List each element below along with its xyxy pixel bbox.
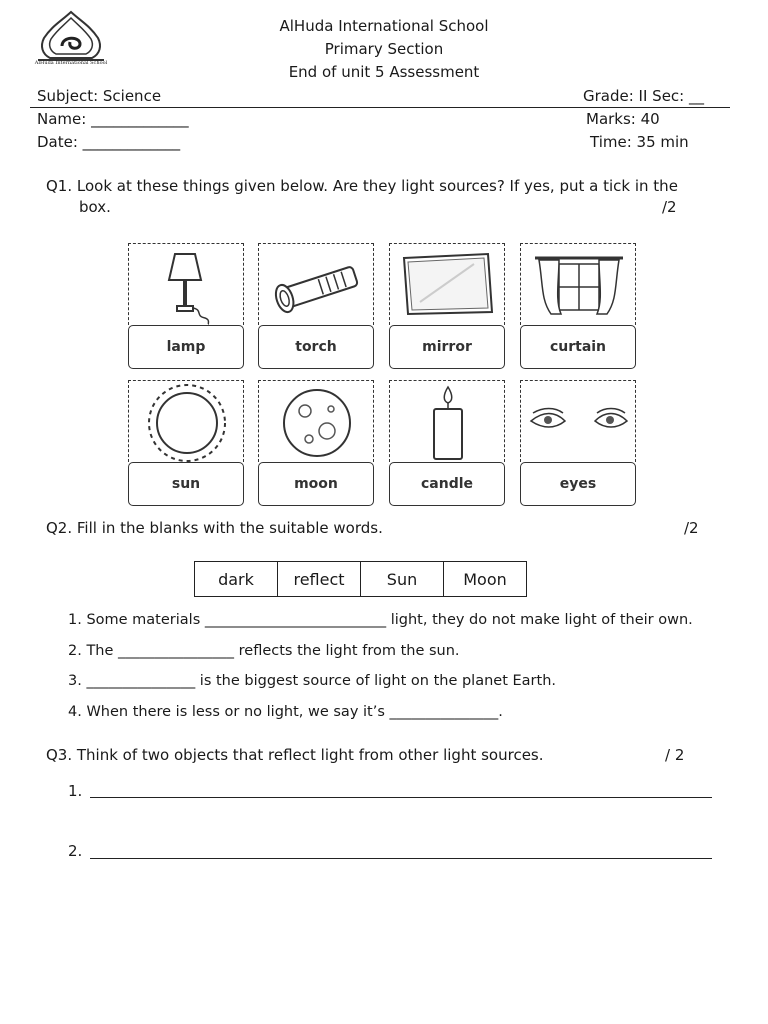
item-cell-mirror [389, 243, 505, 325]
curtain-icon [521, 244, 637, 326]
assessment-title: End of unit 5 Assessment [288, 63, 480, 81]
item-label-eyes: eyes [520, 462, 636, 506]
answer-line[interactable] [90, 858, 712, 859]
candle-icon [390, 381, 506, 463]
item-cell-eyes [520, 380, 636, 462]
item-cell-moon [258, 380, 374, 462]
item-label-torch: torch [258, 325, 374, 369]
lamp-icon [129, 244, 245, 326]
item-label-mirror: mirror [389, 325, 505, 369]
fill-blank-sentence: 1. Some materials _________________________ light, they do not make light of their own. [68, 612, 693, 628]
marks-label: Marks: 40 [586, 110, 660, 128]
item-cell-torch [258, 243, 374, 325]
moon-icon [259, 381, 375, 463]
eyes-icon [521, 381, 637, 463]
item-label-curtain: curtain [520, 325, 636, 369]
fill-blank-sentence: 4. When there is less or no light, we say it’s _______________. [68, 704, 503, 720]
torch-icon [259, 244, 375, 326]
answer-number: 2. [68, 842, 83, 860]
answer-line[interactable] [90, 797, 712, 798]
q2-marks: /2 [684, 519, 699, 537]
date-field: Date: _____________ [37, 133, 181, 151]
q1-marks: /2 [662, 198, 677, 216]
q3-title: Q3. Think of two objects that reflect light from other light sources. [46, 746, 544, 764]
item-label-moon: moon [258, 462, 374, 506]
logo-caption: AlHuda International School [34, 60, 108, 66]
subject-label: Subject: Science [37, 87, 162, 105]
word-bank [194, 561, 527, 597]
mirror-icon [390, 244, 506, 326]
grade-label: Grade: II Sec: __ [583, 87, 704, 105]
q3-marks: / 2 [665, 746, 685, 764]
item-cell-curtain [520, 243, 636, 325]
item-label-sun: sun [128, 462, 244, 506]
school-name: AlHuda International School [279, 17, 489, 35]
word-bank-word: Sun [361, 562, 444, 597]
section-name: Primary Section [324, 40, 444, 58]
q1-text-line2: box. [79, 198, 111, 216]
item-label-candle: candle [389, 462, 505, 506]
item-cell-candle [389, 380, 505, 462]
word-bank-word: reflect [278, 562, 361, 597]
word-bank-word: dark [195, 562, 278, 597]
fill-blank-sentence: 3. _______________ is the biggest source of light on the planet Earth. [68, 673, 556, 689]
name-field: Name: _____________ [37, 110, 189, 128]
word-bank-word: Moon [444, 562, 527, 597]
fill-blank-sentence: 2. The ________________ reflects the light from the sun. [68, 643, 460, 659]
q1-text-line1: Q1. Look at these things given below. Are they light sources? If yes, put a tick in the [46, 177, 678, 195]
item-cell-sun [128, 380, 244, 462]
answer-number: 1. [68, 782, 83, 800]
item-label-lamp: lamp [128, 325, 244, 369]
sun-icon [129, 381, 245, 463]
header-divider [30, 107, 730, 108]
q2-title: Q2. Fill in the blanks with the suitable words. [46, 519, 383, 537]
item-cell-lamp [128, 243, 244, 325]
time-label: Time: 35 min [590, 133, 689, 151]
